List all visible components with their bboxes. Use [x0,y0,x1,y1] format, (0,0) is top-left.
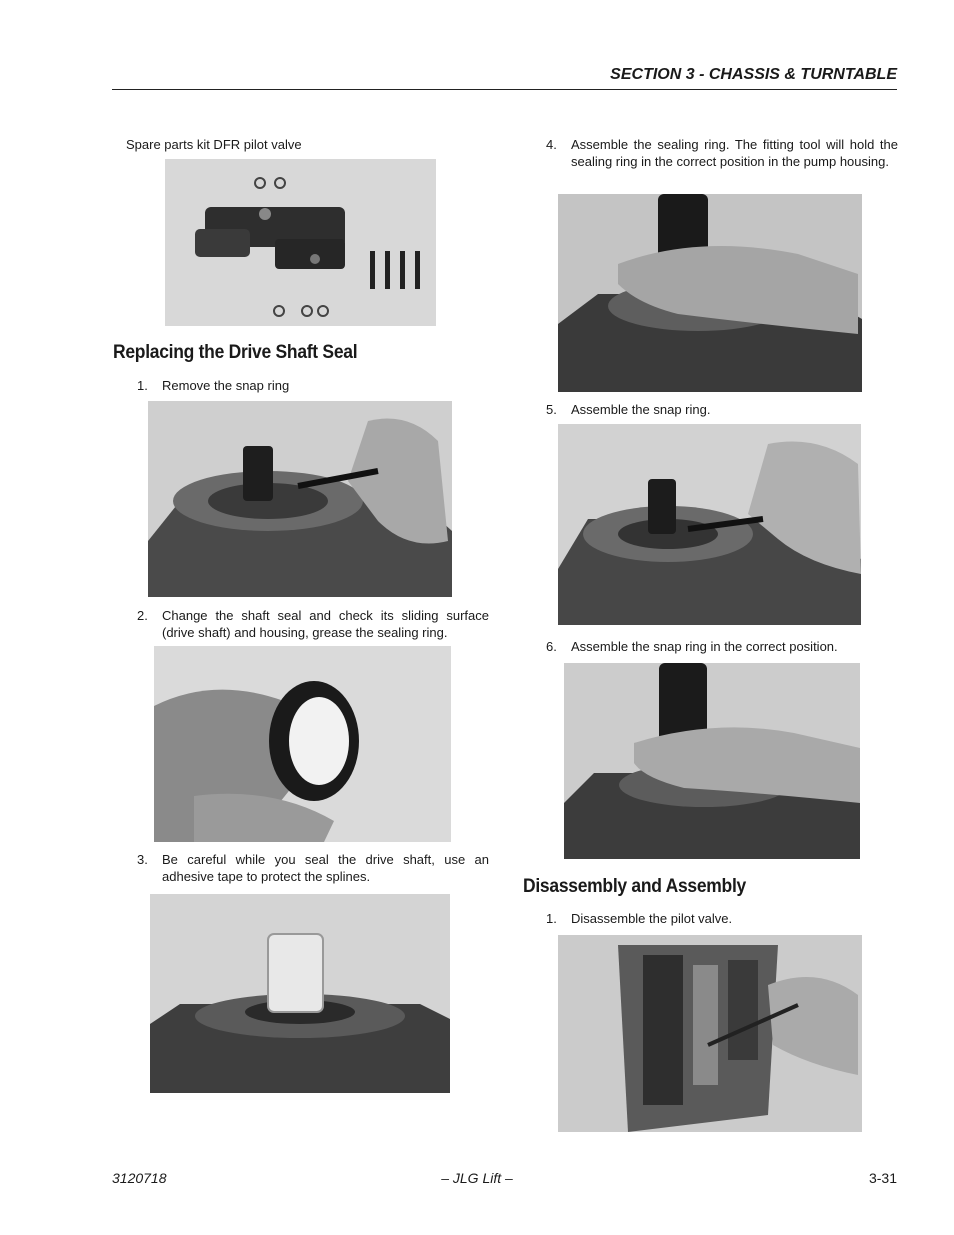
heading-drive-shaft-seal: Replacing the Drive Shaft Seal [113,342,358,363]
step-right-5 [546,401,898,418]
step-left-2 [137,607,489,641]
photo-assemble-snap-ring [558,424,861,625]
step-right-6 [546,638,898,655]
photo-adhesive-tape [150,894,450,1093]
step-text: Assemble the snap ring. [571,402,711,417]
step-text: Change the shaft seal and check its sliding surface (drive shaft) and housing, grease the sealing ring. [162,608,489,640]
step-text: Remove the snap ring [162,378,290,393]
step-number: 1. [546,911,557,926]
step-number: 6. [546,639,557,654]
step-text: Disassemble the pilot valve. [571,911,733,926]
step-disassembly-1 [546,910,898,927]
step-text: Be careful while you seal the drive shaft, use an adhesive tape to protect the splines. [162,852,489,884]
doc-number: 3120718 [112,1170,167,1186]
step-number: 3. [137,852,148,867]
step-number: 1. [137,378,148,393]
photo-remove-snap-ring [148,401,452,597]
step-text: Assemble the sealing ring. The fitting tool will hold the sealing ring in the correct position in the pump housing. [571,137,898,169]
step-right-4 [546,136,898,170]
photo-shaft-seal [154,646,451,842]
step-left-3 [137,851,489,885]
heading-disassembly: Disassembly and Assembly [523,876,746,897]
step-number: 4. [546,137,557,152]
footer-brand: – JLG Lift – [441,1170,513,1186]
step-left-1 [137,377,489,394]
photo-pilot-valve [558,935,862,1132]
step-number: 5. [546,402,557,417]
photo-snap-ring-position [564,663,860,859]
page-number: 3-31 [868,1170,897,1186]
step-text: Assemble the snap ring in the correct position. [571,639,838,654]
photo-spare-parts-kit [165,159,436,326]
step-number: 2. [137,608,148,623]
kit-caption: Spare parts kit DFR pilot valve [126,137,302,152]
photo-assemble-sealing-ring [558,194,862,392]
header-rule [112,89,897,90]
section-title: SECTION 3 - CHASSIS & TURNTABLE [610,66,897,83]
